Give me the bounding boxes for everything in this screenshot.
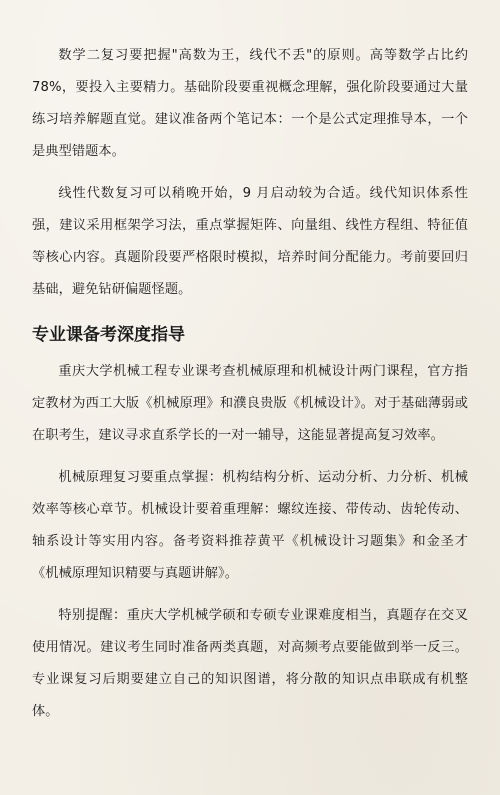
paragraph-linear-algebra: 线性代数复习可以稍晚开始，9 月启动较为合适。线代知识体系性强，建议采用框架学习法，重点掌握矩阵、向量组、线性方程组、特征值等核心内容。真题阶段要严格限时模拟，培养时间分配能力。考前要回归基础，避免钻研偏题怪题。 xyxy=(32,186,468,297)
paragraph-key-chapters: 机械原理复习要重点掌握：机构结构分析、运动分析、力分析、机械效率等核心章节。机械设计要着重理解：螺纹连接、带传动、齿轮传动、轴系设计等实用内容。备考资料推荐黄平《机械设计习题集》和金圣才《机械原理知识精要与真题讲解》。 xyxy=(32,470,468,581)
paragraph-math-principle: 数学二复习要把握"高数为王，线代不丢"的原则。高等数学占比约 78%，要投入主要精力。基础阶段要重视概念理解，强化阶段要通过大量练习培养解题直觉。建议准备两个笔记本：一个是公式定理推导本，一个是典型错题本。 xyxy=(32,48,468,159)
paragraph-special-reminder: 特别提醒：重庆大学机械学硕和专硕专业课难度相当，真题存在交叉使用情况。建议考生同时准备两类真题，对高频考点要能做到举一反三。专业课复习后期要建立自己的知识图谱，将分散的知识点串联成有机整体。 xyxy=(32,608,468,719)
section-heading: 专业课备考深度指导 xyxy=(32,325,185,345)
paragraph-textbooks: 重庆大学机械工程专业课考查机械原理和机械设计两门课程，官方指定教材为西工大版《机械原理》和濮良贵版《机械设计》。对于基础薄弱或在职考生，建议寻求直系学长的一对一辅导，这能显著提高复习效率。 xyxy=(32,364,468,443)
